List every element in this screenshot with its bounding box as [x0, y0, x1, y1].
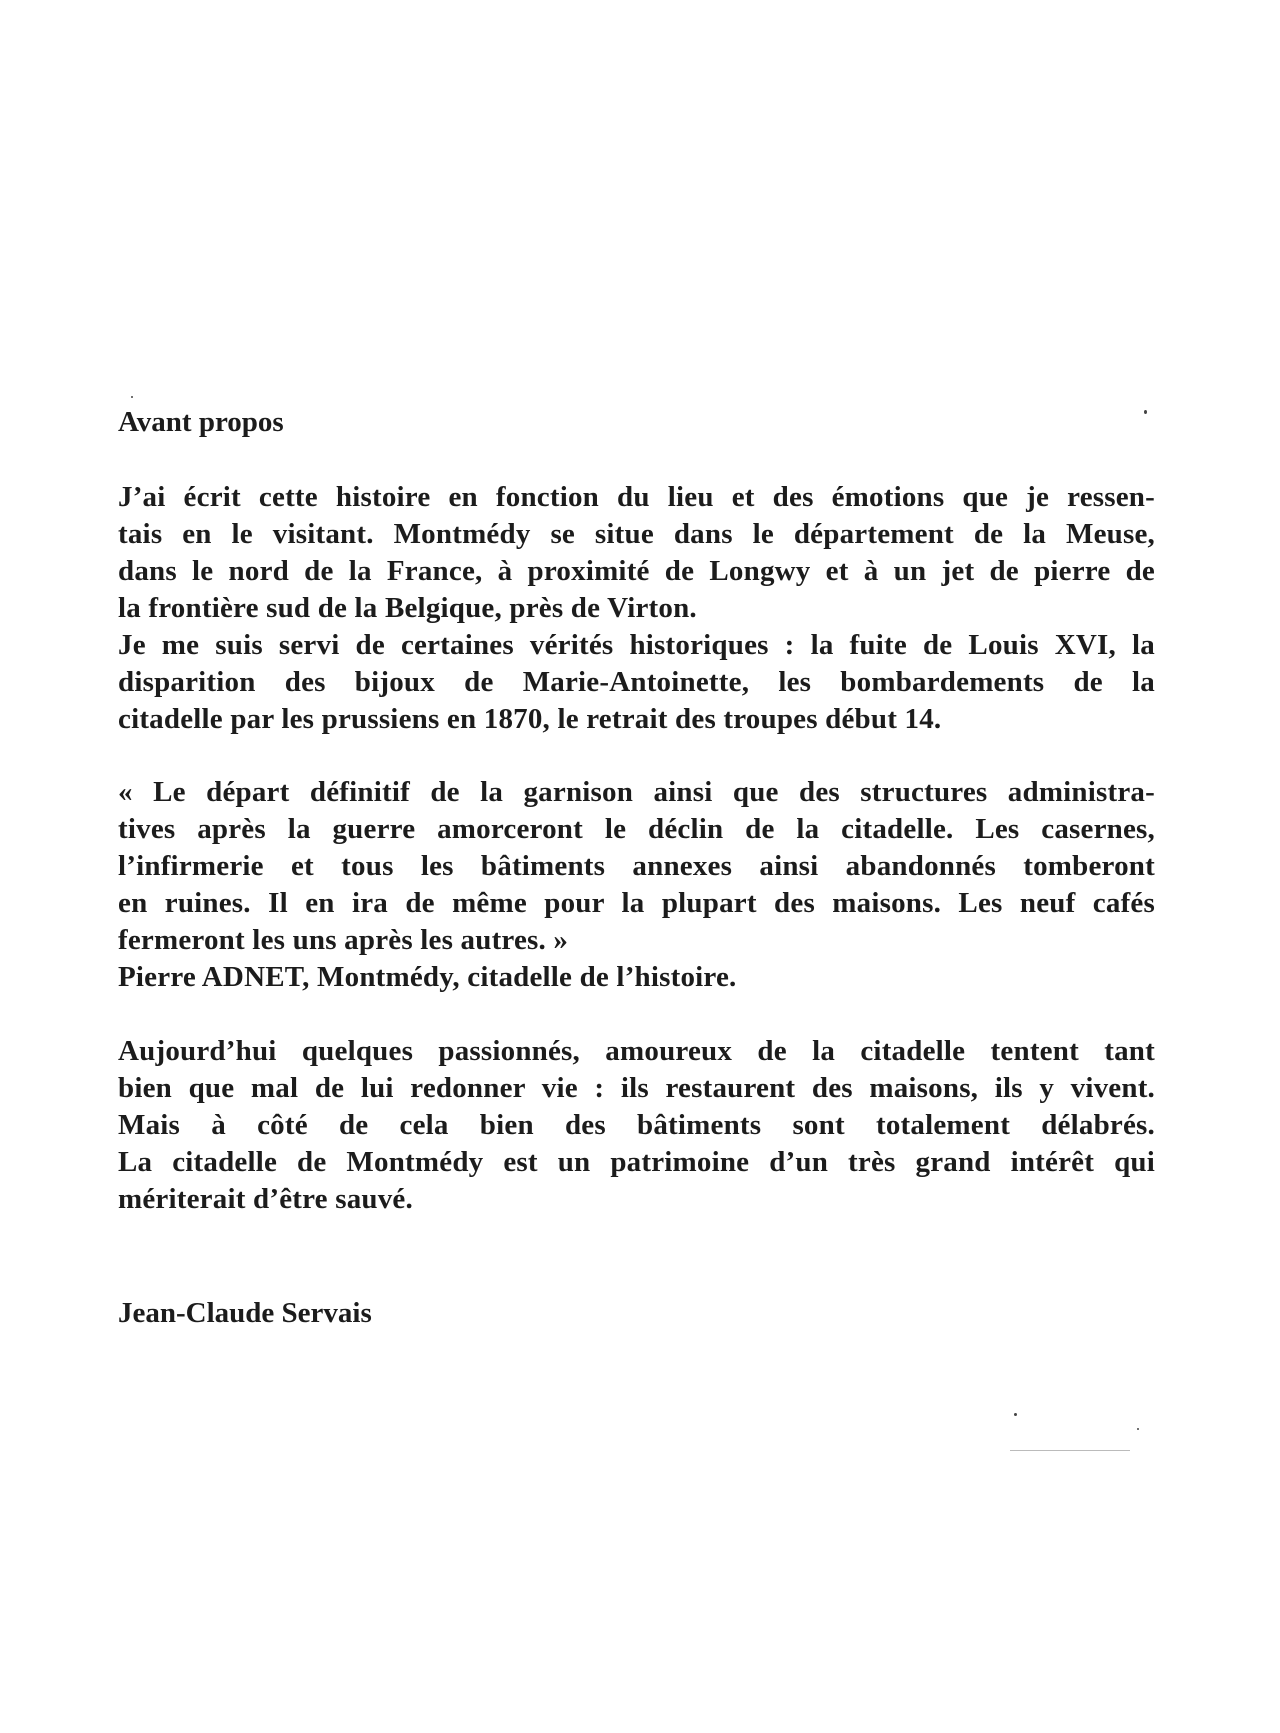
- scan-speck: [131, 396, 133, 398]
- text-line: Aujourd’hui quelques passionnés, amoureux de la citadelle tentent tant: [118, 1035, 1155, 1067]
- text-line: Mais à côté de cela bien des bâtiments sont totalement délabrés.: [118, 1109, 1155, 1141]
- text-line: Je me suis servi de certaines vérités historiques : la fuite de Louis XVI, la: [118, 629, 1155, 661]
- text-line: bien que mal de lui redonner vie : ils restaurent des maisons, ils y vivent.: [118, 1072, 1155, 1104]
- text-line: La citadelle de Montmédy est un patrimoine d’un très grand intérêt qui: [118, 1146, 1155, 1178]
- text-line: dans le nord de la France, à proximité de Longwy et à un jet de pierre de: [118, 555, 1155, 587]
- text-line: l’infirmerie et tous les bâtiments annexes ainsi abandonnés tomberont: [118, 850, 1155, 882]
- text-line: J’ai écrit cette histoire en fonction du lieu et des émotions que je ressen-: [118, 481, 1155, 513]
- text-line: fermeront les uns après les autres. »: [118, 924, 569, 956]
- closing-paragraph: [118, 1033, 1155, 1218]
- text-line: en ruines. Il en ira de même pour la plupart des maisons. Les neuf cafés: [118, 887, 1155, 919]
- scan-speck: [1014, 1413, 1017, 1416]
- text-line: « Le départ définitif de la garnison ainsi que des structures administra-: [118, 776, 1155, 808]
- quote-source: Pierre ADNET, Montmédy, citadelle de l’histoire.: [118, 961, 737, 993]
- text-line: tives après la guerre amorceront le déclin de la citadelle. Les casernes,: [118, 813, 1155, 845]
- text-line: mériterait d’être sauvé.: [118, 1183, 413, 1215]
- text-line: la frontière sud de la Belgique, près de Virton.: [118, 592, 697, 624]
- scan-speck: [1144, 410, 1147, 414]
- text-line: tais en le visitant. Montmédy se situe dans le département de la Meuse,: [118, 518, 1155, 550]
- quote-paragraph: [118, 774, 1155, 996]
- intro-paragraph: [118, 479, 1155, 738]
- text-line: disparition des bijoux de Marie-Antoinette, les bombardements de la: [118, 666, 1155, 698]
- author-signature: Jean-Claude Servais: [118, 1297, 372, 1329]
- page-heading: Avant propos: [118, 406, 284, 438]
- scan-speck: [1137, 1428, 1139, 1430]
- scan-mark: [1010, 1450, 1130, 1451]
- text-line: citadelle par les prussiens en 1870, le retrait des troupes début 14.: [118, 703, 942, 735]
